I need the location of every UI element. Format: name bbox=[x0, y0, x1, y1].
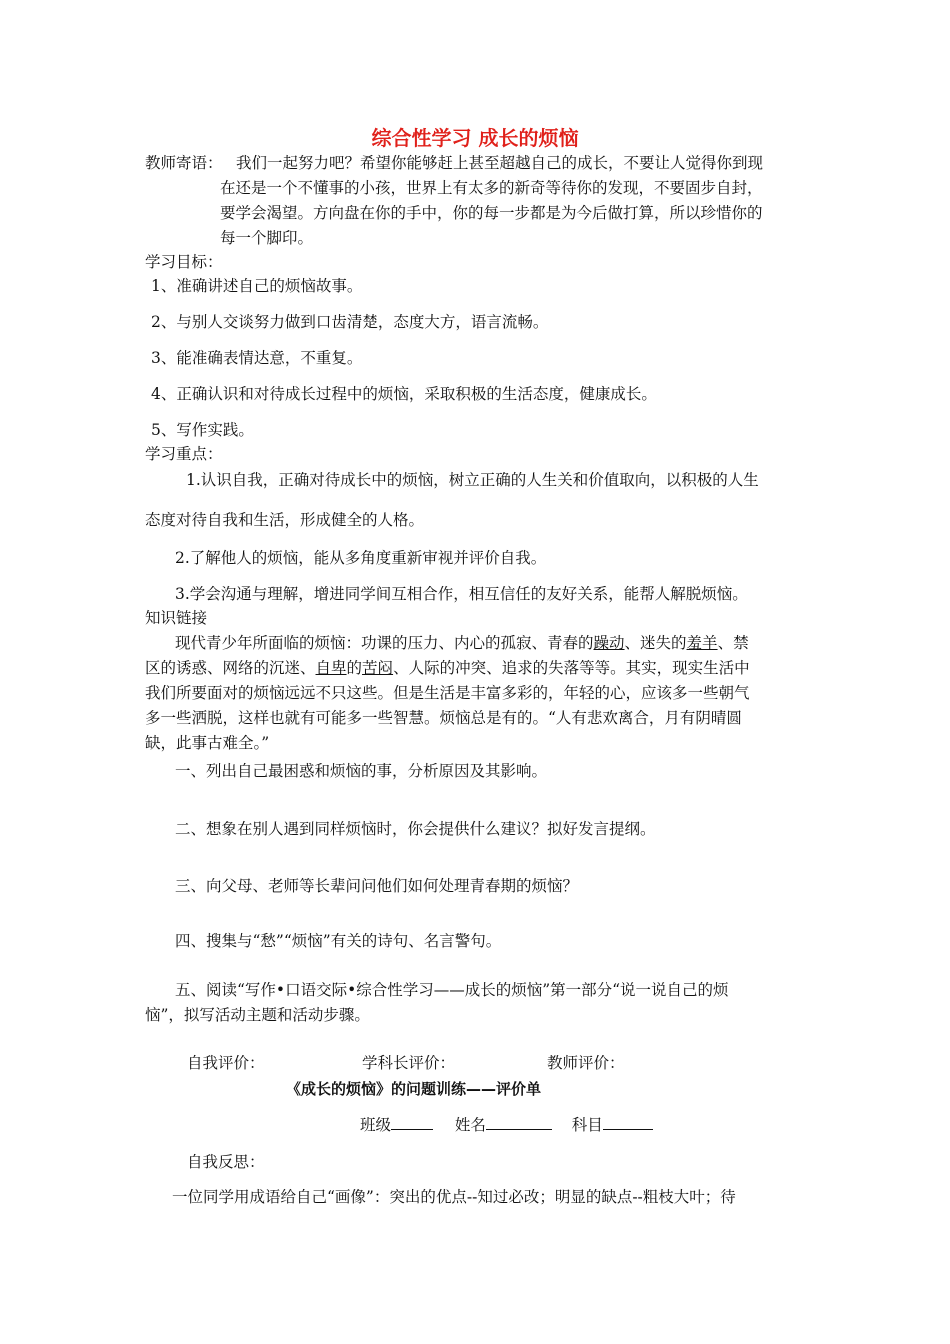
subject-label: 科目 bbox=[571, 1116, 603, 1134]
knowledge-line: 缺，此事古难全。” bbox=[145, 734, 270, 752]
name-blank[interactable] bbox=[486, 1113, 552, 1130]
task-item: 一、列出自己最困惑和烦恼的事，分析原因及其影响。 bbox=[175, 762, 548, 780]
knowledge-line bbox=[145, 657, 750, 679]
page-title: 综合性学习 成长的烦恼 bbox=[371, 126, 579, 150]
task-item: 四、搜集与“愁”“烦恼”有关的诗句、名言警句。 bbox=[175, 932, 502, 950]
knowledge-text: 现代青少年所面临的烦恼：功课的压力、内心的孤寂、青春的 bbox=[175, 634, 594, 652]
subject-blank[interactable] bbox=[603, 1113, 653, 1130]
name-label: 姓名 bbox=[454, 1116, 486, 1134]
self-evaluation-label: 自我评价： bbox=[187, 1054, 265, 1072]
reflection-text: 一位同学用成语给自己“画像”：突出的优点--知过必改；明显的缺点--粗枝大叶；待 bbox=[172, 1188, 736, 1206]
knowledge-text: 的 bbox=[346, 659, 363, 677]
objective-item: 2、与别人交谈努力做到口齿清楚，态度大方，语言流畅。 bbox=[151, 313, 549, 331]
knowledge-text: 、禁 bbox=[717, 634, 749, 652]
knowledge-line: 我们所要面对的烦恼远远不只这些。但是生活是丰富多彩的，年轻的心，应该多一些朝气 bbox=[145, 684, 750, 702]
knowledge-text: 、迷失的 bbox=[624, 634, 687, 652]
knowledge-line: 多一些洒脱，这样也就有可能多一些智慧。烦恼总是有的。“人有悲欢离合，月有阴晴圆 bbox=[145, 709, 742, 727]
sheet-fields bbox=[360, 1113, 653, 1136]
self-reflection-label: 自我反思： bbox=[187, 1153, 265, 1171]
sheet-title: 《成长的烦恼》的问题训练——评价单 bbox=[286, 1080, 542, 1098]
knowledge-line bbox=[175, 632, 749, 654]
class-blank[interactable] bbox=[391, 1113, 433, 1130]
class-label: 班级 bbox=[360, 1116, 392, 1134]
key-point-1-line1: 1.认识自我，正确对待成长中的烦恼，树立正确的人生关和价值取向，以积极的人生 bbox=[186, 471, 759, 489]
objective-item: 1、准确讲述自己的烦恼故事。 bbox=[151, 277, 363, 295]
knowledge-text: 、人际的冲突、追求的失落等等。其实，现实生活中 bbox=[393, 659, 750, 677]
teacher-message-label: 教师寄语： bbox=[145, 154, 223, 172]
underlined-word: 苦闷 bbox=[362, 659, 394, 677]
teacher-message-line: 每一个脚印。 bbox=[220, 229, 314, 247]
objective-item: 4、正确认识和对待成长过程中的烦恼，采取积极的生活态度，健康成长。 bbox=[151, 385, 657, 403]
key-point-1-line2: 态度对待自我和生活，形成健全的人格。 bbox=[145, 511, 425, 529]
knowledge-heading: 知识链接 bbox=[145, 609, 208, 627]
key-point-3: 3.学会沟通与理解，增进同学间互相合作，相互信任的友好关系，能帮人解脱烦恼。 bbox=[175, 585, 748, 603]
key-points-heading: 学习重点： bbox=[145, 445, 223, 463]
underlined-word: 自卑 bbox=[315, 659, 347, 677]
teacher-message-line: 在还是一个不懂事的小孩，世界上有太多的新奇等待你的发现，不要固步自封， bbox=[220, 179, 763, 197]
task-item: 五、阅读“写作•口语交际•综合性学习——成长的烦恼”第一部分“说一说自己的烦 bbox=[175, 981, 729, 999]
teacher-message-line: 要学会渴望。方向盘在你的手中，你的每一步都是为今后做打算，所以珍惜你的 bbox=[220, 204, 763, 222]
underlined-word: 躁动 bbox=[593, 634, 625, 652]
objective-item: 3、能准确表情达意，不重复。 bbox=[151, 349, 363, 367]
key-point-2: 2.了解他人的烦恼，能从多角度重新审视并评价自我。 bbox=[175, 549, 547, 567]
task-item: 二、想象在别人遇到同样烦恼时，你会提供什么建议？拟好发言提纲。 bbox=[175, 820, 656, 838]
knowledge-text: 区的诱惑、网络的沉迷、 bbox=[145, 659, 316, 677]
task-item: 三、向父母、老师等长辈问问他们如何处理青春期的烦恼？ bbox=[175, 877, 579, 895]
leader-evaluation-label: 学科长评价： bbox=[362, 1054, 456, 1072]
objective-item: 5、写作实践。 bbox=[151, 421, 254, 439]
task-item: 恼”，拟写活动主题和活动步骤。 bbox=[145, 1006, 370, 1024]
objectives-heading: 学习目标： bbox=[145, 253, 223, 271]
underlined-word: 羞羊 bbox=[686, 634, 718, 652]
teacher-evaluation-label: 教师评价： bbox=[547, 1054, 625, 1072]
teacher-message-line: 我们一起努力吧？希望你能够赶上甚至超越自己的成长，不要让人觉得你到现 bbox=[236, 154, 764, 172]
